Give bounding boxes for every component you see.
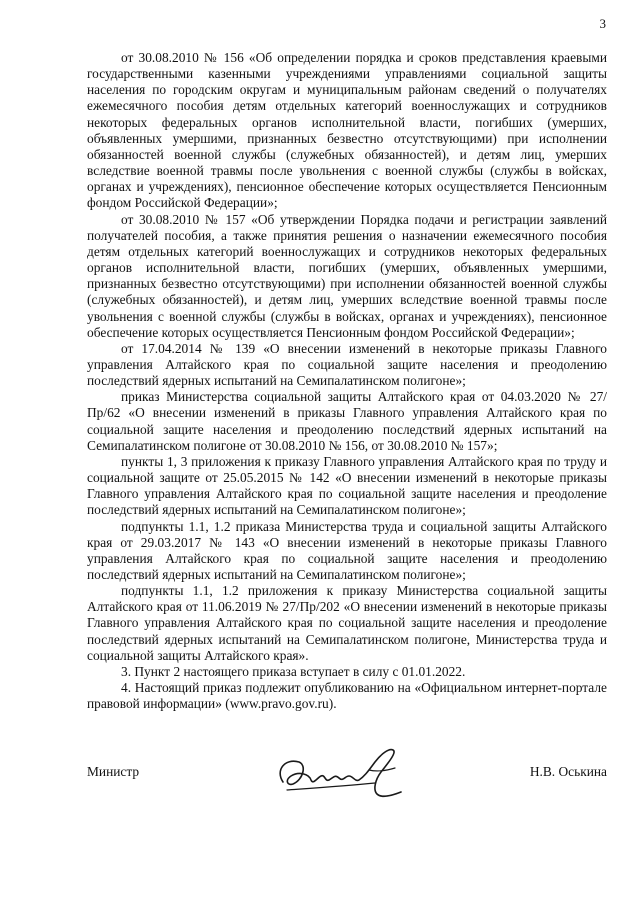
document-body	[87, 50, 607, 712]
paragraph-order-139: от 17.04.2014 № 139 «О внесении изменений в некоторые приказы Главного управления Алтайского края по социальной защите населения и преодолению последствий ядерных испытаний на Семипалатинском полигоне»;	[87, 340, 607, 389]
paragraph-clause-3: 3. Пункт 2 настоящего приказа вступает в силу с 01.01.2022.	[121, 663, 466, 679]
paragraph-order-142: пункты 1, 3 приложения к приказу Главного управления Алтайского края по труду и социальной защите от 25.05.2015 № 142 «О внесении изменений в некоторые приказы Главного управления Алтайского края по социальной защите населения и преодоление последствий ядерных испытаний на Семипалатинском полигоне»;	[87, 453, 607, 518]
paragraph-order-27-pr-62: приказ Министерства социальной защиты Алтайского края от 04.03.2020 № 27/Пр/62 «О внесении изменений в приказы Главного управления Алтайского края по социальной защите населения и преодолению последствий ядерных испытаний на Семипалатинском полигоне от 30.08.2010 № 156, от 30.08.2010 № 157»;	[87, 389, 607, 453]
page-number: 3	[599, 16, 606, 31]
signature-block	[87, 752, 607, 812]
paragraph-order-156: от 30.08.2010 № 156 «Об определении порядка и сроков представления краевыми государственными казенными учреждениями управлениями социальной защиты населения по городским округам и муниципальным районам сведений о получателях ежемесячного пособия детям отдельных категорий военнослужащих и сотрудников некоторых федеральных органов исполнительной власти, погибших (умерших, объявленных умершими, признанных безвестно отсутствующими) при исполнении обязанностей военной службы (служебных обязанностей), и детям лиц, умерших вследствие военной травмы после увольнения с военной службы (службы в войсках, органах и учреждениях), пенсионное обеспечение которых осуществляется Пенсионным фондом Российской Федерации»;	[87, 50, 607, 211]
handwritten-signature-icon	[265, 740, 415, 810]
paragraph-order-143: подпункты 1.1, 1.2 приказа Министерства труда и социальной защиты Алтайского края от 29.03.2017 № 143 «О внесении изменений в некоторые приказы Главного управления Алтайского края по социальной защите населения и преодолению последствий ядерных испытаний на Семипалатинском полигоне»;	[87, 518, 607, 582]
paragraph-clause-4: 4. Настоящий приказ подлежит опубликованию на «Официальном интернет-портале правовой информации» (www.pravo.gov.ru).	[87, 680, 607, 712]
signer-name: Н.В. Оськина	[529, 764, 607, 779]
paragraph-order-157: от 30.08.2010 № 157 «Об утверждении Порядка подачи и регистрации заявлений получателей пособия, а также принятия решения о назначении ежемесячного пособия детям отдельных категорий военнослужащих и сотрудников некоторых федеральных органов исполнительной власти, погибших (умерших, объявленных умершими, признанных безвестно отсутствующими) при исполнении обязанностей военной службы (служебных обязанностей), и детям лиц, умерших вследствие военной травмы после увольнения с военной службы (службы в войсках, органах и учреждениях), пенсионное обеспечение которых осуществляется Пенсионным фондом Российской Федерации»;	[87, 211, 607, 340]
paragraph-order-27-pr-202: подпункты 1.1, 1.2 приложения к приказу Министерства социальной защиты Алтайского края от 11.06.2019 № 27/Пр/202 «О внесении изменений в некоторые приказы Главного управления Алтайского края по социальной защите населения и преодоление последствий ядерных испытаний на Семипалатинском полигоне, Министерства труда и социальной защиты Алтайского края».	[87, 583, 607, 663]
signer-position: Министр	[87, 764, 140, 779]
